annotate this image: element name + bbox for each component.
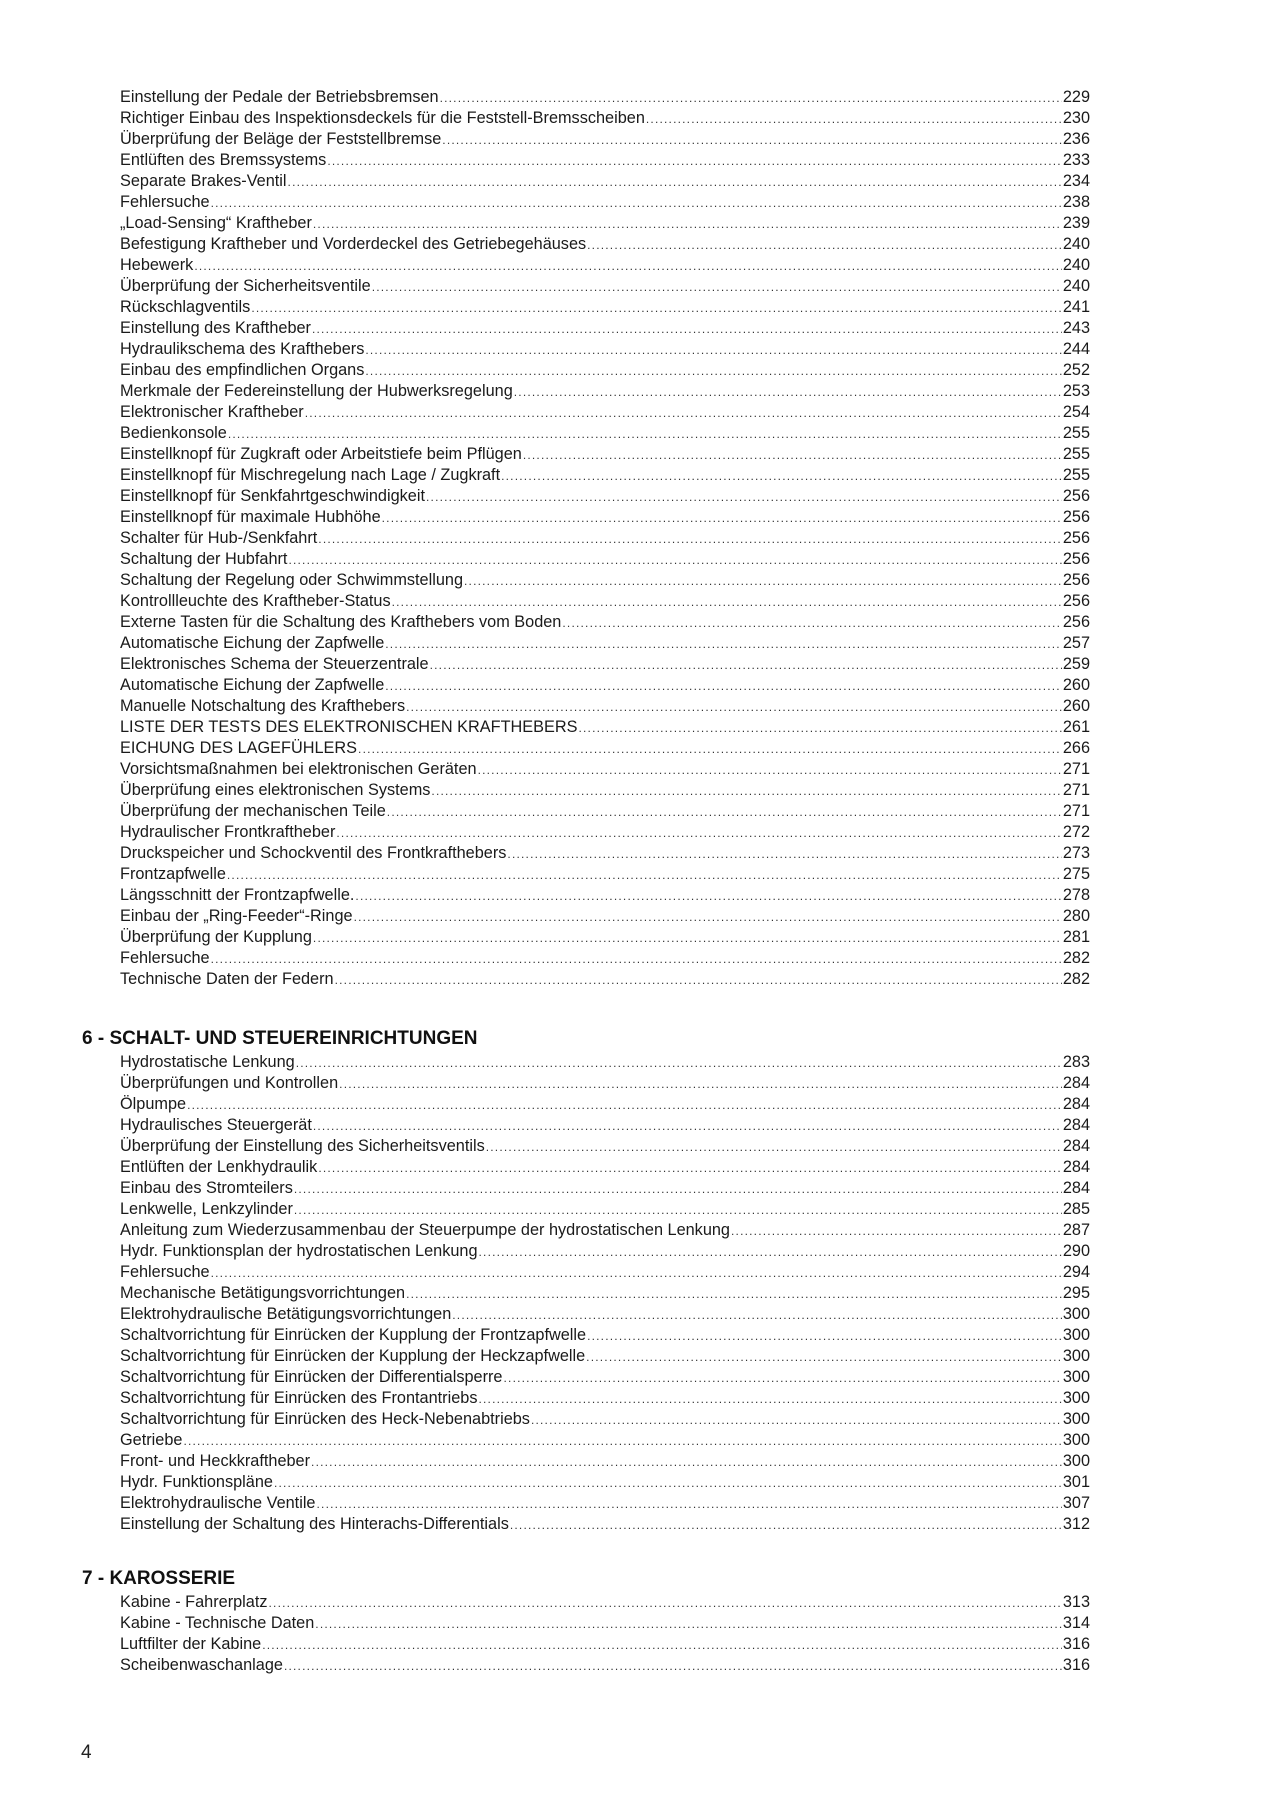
toc-entry-page-number: 290: [1062, 1242, 1090, 1260]
toc-entry-title: Scheibenwaschanlage: [120, 1656, 283, 1674]
toc-entry[interactable]: [120, 444, 1090, 465]
toc-entry-title: Einstellung der Pedale der Betriebsbremsen: [120, 88, 439, 106]
toc-entry-page-number: 256: [1062, 571, 1090, 589]
toc-entry-title: Einstellknopf für Mischregelung nach Lage / Zugkraft: [120, 466, 501, 484]
toc-entry-page-number: 280: [1062, 907, 1090, 925]
toc-entry[interactable]: [120, 1634, 1090, 1655]
dot-leader: [510, 1515, 1062, 1536]
dot-leader: [562, 613, 1061, 634]
toc-section-7-entries: [120, 1592, 1090, 1676]
dot-leader: [440, 88, 1062, 109]
toc-entry-page-number: 281: [1062, 928, 1090, 946]
toc-entry-title: Fehlersuche: [120, 1263, 210, 1281]
toc-entry[interactable]: [120, 129, 1090, 150]
toc-entry[interactable]: [120, 1613, 1090, 1634]
toc-entry-title: Kabine - Technische Daten: [120, 1614, 315, 1632]
toc-entry[interactable]: [120, 1136, 1090, 1157]
dot-leader: [358, 739, 1062, 760]
dot-leader: [315, 1614, 1062, 1635]
toc-entry[interactable]: [120, 1346, 1090, 1367]
toc-entry-page-number: 282: [1062, 970, 1090, 988]
dot-leader: [514, 382, 1062, 403]
toc-entry-page-number: 284: [1062, 1095, 1090, 1113]
dot-leader: [274, 1473, 1062, 1494]
toc-entry-page-number: 240: [1062, 277, 1090, 295]
dot-leader: [431, 781, 1061, 802]
dot-leader: [288, 550, 1061, 571]
toc-entry-title: Luftfilter der Kabine: [120, 1635, 262, 1653]
dot-leader: [194, 256, 1062, 277]
toc-entry[interactable]: [120, 549, 1090, 570]
toc-entry[interactable]: [120, 1430, 1090, 1451]
toc-entry-page-number: 256: [1062, 592, 1090, 610]
toc-entry-page-number: 260: [1062, 697, 1090, 715]
toc-entry-title: Längsschnitt der Frontzapfwelle.: [120, 886, 355, 904]
toc-entry[interactable]: [120, 1325, 1090, 1346]
toc-entry-page-number: 273: [1062, 844, 1090, 862]
toc-entry-title: Automatische Eichung der Zapfwelle: [120, 676, 385, 694]
toc-entry[interactable]: [120, 1592, 1090, 1613]
dot-leader: [479, 1242, 1062, 1263]
toc-entry-page-number: 253: [1062, 382, 1090, 400]
toc-entry-page-number: 287: [1062, 1221, 1090, 1239]
toc-entry-title: Vorsichtsmaßnahmen bei elektronischen Geräten: [120, 760, 477, 778]
toc-entry-title: Schaltvorrichtung für Einrücken des Heck-Nebenabtriebs: [120, 1410, 530, 1428]
toc-continued-entries: [120, 87, 1090, 990]
dot-leader: [501, 466, 1062, 487]
toc-entry[interactable]: [120, 864, 1090, 885]
toc-entry-title: Schaltvorrichtung für Einrücken der Kupplung der Heckzapfwelle: [120, 1347, 586, 1365]
toc-entry-title: Schaltung der Hubfahrt: [120, 550, 288, 568]
toc-entry-page-number: 300: [1062, 1368, 1090, 1386]
toc-entry-title: LISTE DER TESTS DES ELEKTRONISCHEN KRAFTHEBERS: [120, 718, 578, 736]
toc-entry-page-number: 316: [1062, 1635, 1090, 1653]
toc-entry-page-number: 255: [1062, 424, 1090, 442]
dot-leader: [406, 697, 1062, 718]
dot-leader: [646, 109, 1062, 130]
dot-leader: [372, 277, 1062, 298]
toc-entry[interactable]: [120, 612, 1090, 633]
toc-entry[interactable]: [120, 171, 1090, 192]
toc-entry[interactable]: [120, 1409, 1090, 1430]
toc-entry-page-number: 256: [1062, 508, 1090, 526]
toc-entry[interactable]: [120, 969, 1090, 990]
dot-leader: [296, 1053, 1062, 1074]
toc-entry-title: Einstellung der Schaltung des Hinterachs-Differentials: [120, 1515, 509, 1533]
dot-leader: [587, 1326, 1062, 1347]
toc-entry-page-number: 312: [1062, 1515, 1090, 1533]
toc-entry-page-number: 301: [1062, 1473, 1090, 1491]
toc-entry-title: Mechanische Betätigungsvorrichtungen: [120, 1284, 406, 1302]
toc-entry-title: Einbau der „Ring-Feeder“-Ringe: [120, 907, 353, 925]
toc-entry-page-number: 314: [1062, 1614, 1090, 1632]
toc-entry[interactable]: [120, 654, 1090, 675]
toc-entry-title: Einbau des Stromteilers: [120, 1179, 293, 1197]
toc-entry-page-number: 240: [1062, 256, 1090, 274]
toc-entry[interactable]: [120, 234, 1090, 255]
toc-entry-title: Hydrostatische Lenkung: [120, 1053, 295, 1071]
toc-entry-page-number: 256: [1062, 487, 1090, 505]
toc-entry-title: Front- und Heckkraftheber: [120, 1452, 311, 1470]
toc-entry[interactable]: [120, 423, 1090, 444]
toc-entry-page-number: 266: [1062, 739, 1090, 757]
toc-entry-title: Ölpumpe: [120, 1095, 187, 1113]
toc-entry-page-number: 233: [1062, 151, 1090, 169]
dot-leader: [385, 634, 1062, 655]
toc-entry[interactable]: [120, 381, 1090, 402]
toc-entry-page-number: 230: [1062, 109, 1090, 127]
toc-entry-title: Überprüfung der mechanischen Teile: [120, 802, 386, 820]
toc-entry-page-number: 300: [1062, 1347, 1090, 1365]
toc-entry-title: Externe Tasten für die Schaltung des Krafthebers vom Boden: [120, 613, 562, 631]
toc-entry-title: Fehlersuche: [120, 193, 210, 211]
toc-entry-title: Entlüften der Lenkhydraulik: [120, 1158, 318, 1176]
toc-entry-title: Schaltvorrichtung für Einrücken der Differentialsperre: [120, 1368, 503, 1386]
toc-entry-page-number: 260: [1062, 676, 1090, 694]
toc-entry[interactable]: [120, 1094, 1090, 1115]
toc-entry[interactable]: [120, 948, 1090, 969]
toc-entry-page-number: 244: [1062, 340, 1090, 358]
toc-entry-title: Richtiger Einbau des Inspektionsdeckels für die Feststell-Bremsscheiben: [120, 109, 645, 127]
toc-entry[interactable]: [120, 339, 1090, 360]
dot-leader: [354, 907, 1062, 928]
dot-leader: [318, 529, 1062, 550]
toc-entry[interactable]: [120, 738, 1090, 759]
toc-entry-title: Überprüfung der Sicherheitsventile: [120, 277, 371, 295]
toc-entry-page-number: 300: [1062, 1431, 1090, 1449]
toc-entry[interactable]: [120, 318, 1090, 339]
dot-leader: [336, 823, 1061, 844]
toc-entry-page-number: 271: [1062, 760, 1090, 778]
dot-leader: [531, 1410, 1062, 1431]
dot-leader: [211, 193, 1062, 214]
toc-entry-page-number: 282: [1062, 949, 1090, 967]
toc-entry-page-number: 295: [1062, 1284, 1090, 1302]
toc-entry[interactable]: [120, 108, 1090, 129]
toc-entry-title: Rückschlagventils: [120, 298, 251, 316]
toc-entry[interactable]: [120, 1304, 1090, 1325]
dot-leader: [452, 1305, 1062, 1326]
page-number: 4: [81, 1742, 92, 1763]
toc-entry[interactable]: [120, 1262, 1090, 1283]
toc-entry[interactable]: [120, 1283, 1090, 1304]
dot-leader: [312, 319, 1062, 340]
toc-entry[interactable]: [120, 87, 1090, 108]
toc-entry[interactable]: [120, 801, 1090, 822]
toc-entry-title: Merkmale der Federeinstellung der Hubwerksregelung: [120, 382, 513, 400]
toc-entry[interactable]: [120, 297, 1090, 318]
toc-entry[interactable]: [120, 1451, 1090, 1472]
toc-entry-title: Manuelle Notschaltung des Krafthebers: [120, 697, 406, 715]
dot-leader: [486, 1137, 1062, 1158]
toc-entry[interactable]: [120, 528, 1090, 549]
toc-entry-title: Schalter für Hub-/Senkfahrt: [120, 529, 318, 547]
toc-entry-page-number: 255: [1062, 445, 1090, 463]
dot-leader: [392, 592, 1062, 613]
toc-entry-title: Einstellknopf für Senkfahrtgeschwindigkeit: [120, 487, 425, 505]
toc-entry[interactable]: [120, 696, 1090, 717]
toc-entry-title: Einstellknopf für maximale Hubhöhe: [120, 508, 381, 526]
dot-leader: [523, 445, 1062, 466]
toc-entry[interactable]: [120, 192, 1090, 213]
toc-entry-title: Elektrohydraulische Betätigungsvorrichtungen: [120, 1305, 452, 1323]
dot-leader: [269, 1593, 1062, 1614]
toc-entry-page-number: 252: [1062, 361, 1090, 379]
toc-entry-title: Schaltvorrichtung für Einrücken des Frontantriebs: [120, 1389, 478, 1407]
dot-leader: [430, 655, 1062, 676]
toc-entry-title: Bedienkonsole: [120, 424, 227, 442]
toc-entry-page-number: 256: [1062, 529, 1090, 547]
toc-entry[interactable]: [120, 1178, 1090, 1199]
toc-entry-title: Technische Daten der Federn: [120, 970, 334, 988]
toc-entry-page-number: 300: [1062, 1305, 1090, 1323]
toc-entry[interactable]: [120, 591, 1090, 612]
toc-entry-page-number: 300: [1062, 1326, 1090, 1344]
toc-entry-title: Hydraulisches Steuergerät: [120, 1116, 312, 1134]
dot-leader: [284, 1656, 1062, 1677]
toc-entry-title: Hydraulikschema des Krafthebers: [120, 340, 365, 358]
toc-entry-title: Automatische Eichung der Zapfwelle: [120, 634, 385, 652]
toc-entry-page-number: 278: [1062, 886, 1090, 904]
dot-leader: [586, 1347, 1062, 1368]
toc-entry-title: Überprüfung der Beläge der Feststellbremse: [120, 130, 442, 148]
toc-entry-page-number: 307: [1062, 1494, 1090, 1512]
toc-entry-page-number: 241: [1062, 298, 1090, 316]
toc-entry-page-number: 284: [1062, 1074, 1090, 1092]
toc-entry[interactable]: [120, 906, 1090, 927]
toc-entry[interactable]: [120, 1052, 1090, 1073]
dot-leader: [311, 1452, 1062, 1473]
toc-entry-page-number: 256: [1062, 613, 1090, 631]
toc-entry-title: Überprüfung der Einstellung des Sicherheitsventils: [120, 1137, 485, 1155]
toc-entry-title: Einbau des empfindlichen Organs: [120, 361, 365, 379]
toc-entry-page-number: 316: [1062, 1656, 1090, 1674]
toc-entry-title: Überprüfung eines elektronischen Systems: [120, 781, 431, 799]
toc-entry-title: Druckspeicher und Schockventil des Frontkrafthebers: [120, 844, 507, 862]
toc-entry[interactable]: [120, 213, 1090, 234]
toc-entry[interactable]: [120, 402, 1090, 423]
toc-entry-page-number: 259: [1062, 655, 1090, 673]
toc-entry[interactable]: [120, 717, 1090, 738]
dot-leader: [365, 361, 1061, 382]
toc-entry[interactable]: [120, 1367, 1090, 1388]
toc-entry[interactable]: [120, 150, 1090, 171]
toc-entry-title: Fehlersuche: [120, 949, 210, 967]
toc-entry[interactable]: [120, 507, 1090, 528]
toc-entry-title: Hydraulischer Frontkraftheber: [120, 823, 336, 841]
toc-entry-page-number: 238: [1062, 193, 1090, 211]
dot-leader: [294, 1200, 1062, 1221]
toc-entry-title: Kontrollleuchte des Kraftheber-Status: [120, 592, 391, 610]
toc-entry-page-number: 294: [1062, 1263, 1090, 1281]
dot-leader: [335, 970, 1062, 991]
toc-entry-title: Einstellknopf für Zugkraft oder Arbeitstiefe beim Pflügen: [120, 445, 522, 463]
toc-entry-page-number: 300: [1062, 1389, 1090, 1407]
toc-entry[interactable]: [120, 1655, 1090, 1676]
dot-leader: [211, 949, 1062, 970]
toc-entry-page-number: 256: [1062, 550, 1090, 568]
toc-entry-page-number: 284: [1062, 1116, 1090, 1134]
dot-leader: [327, 151, 1062, 172]
toc-entry[interactable]: [120, 486, 1090, 507]
toc-entry-title: Überprüfung der Kupplung: [120, 928, 312, 946]
toc-entry[interactable]: [120, 1157, 1090, 1178]
toc-entry-page-number: 275: [1062, 865, 1090, 883]
toc-entry-title: Schaltvorrichtung für Einrücken der Kupplung der Frontzapfwelle: [120, 1326, 587, 1344]
toc-entry-title: Elektronischer Kraftheber: [120, 403, 304, 421]
toc-entry-page-number: 300: [1062, 1410, 1090, 1428]
toc-entry-title: Hydr. Funktionsplan der hydrostatischen Lenkung: [120, 1242, 478, 1260]
toc-entry-page-number: 255: [1062, 466, 1090, 484]
toc-entry-page-number: 239: [1062, 214, 1090, 232]
toc-entry[interactable]: [120, 1493, 1090, 1514]
section-heading-6: 6 - SCHALT- UND STEUEREINRICHTUNGEN: [82, 1028, 478, 1049]
section-heading-7: 7 - KAROSSERIE: [82, 1568, 236, 1589]
toc-entry[interactable]: [120, 1220, 1090, 1241]
dot-leader: [385, 676, 1062, 697]
toc-entry-title: Befestigung Kraftheber und Vorderdeckel des Getriebegehäuses: [120, 235, 587, 253]
toc-entry-page-number: 285: [1062, 1200, 1090, 1218]
toc-entry[interactable]: [120, 255, 1090, 276]
toc-entry-title: Elektrohydraulische Ventile: [120, 1494, 316, 1512]
toc-entry[interactable]: [120, 759, 1090, 780]
toc-entry-title: EICHUNG DES LAGEFÜHLERS: [120, 739, 358, 757]
toc-entry-page-number: 272: [1062, 823, 1090, 841]
toc-entry[interactable]: [120, 465, 1090, 486]
dot-leader: [262, 1635, 1062, 1656]
dot-leader: [587, 235, 1062, 256]
dot-leader: [504, 1368, 1062, 1389]
dot-leader: [578, 718, 1061, 739]
dot-leader: [464, 571, 1062, 592]
toc-entry[interactable]: [120, 633, 1090, 654]
toc-entry-title: Entlüften des Bremssystems: [120, 151, 327, 169]
dot-leader: [313, 928, 1062, 949]
dot-leader: [228, 424, 1062, 445]
dot-leader: [313, 214, 1062, 235]
toc-entry[interactable]: [120, 1388, 1090, 1409]
dot-leader: [251, 298, 1062, 319]
toc-entry-page-number: 271: [1062, 781, 1090, 799]
toc-entry[interactable]: [120, 1073, 1090, 1094]
toc-entry-page-number: 240: [1062, 235, 1090, 253]
dot-leader: [339, 1074, 1062, 1095]
toc-entry-page-number: 243: [1062, 319, 1090, 337]
toc-entry[interactable]: [120, 360, 1090, 381]
toc-entry[interactable]: [120, 1241, 1090, 1262]
dot-leader: [406, 1284, 1062, 1305]
toc-entry[interactable]: [120, 675, 1090, 696]
toc-entry-title: Hebewerk: [120, 256, 194, 274]
dot-leader: [382, 508, 1062, 529]
dot-leader: [355, 886, 1061, 907]
toc-entry[interactable]: [120, 1115, 1090, 1136]
dot-leader: [317, 1494, 1062, 1515]
toc-entry-title: „Load-Sensing“ Kraftheber: [120, 214, 312, 232]
toc-entry-page-number: 261: [1062, 718, 1090, 736]
dot-leader: [211, 1263, 1062, 1284]
toc-entry-page-number: 313: [1062, 1593, 1090, 1611]
dot-leader: [313, 1116, 1062, 1137]
toc-entry-page-number: 236: [1062, 130, 1090, 148]
dot-leader: [183, 1431, 1061, 1452]
toc-entry-title: Hydr. Funktionspläne: [120, 1473, 273, 1491]
dot-leader: [731, 1221, 1062, 1242]
toc-entry-page-number: 271: [1062, 802, 1090, 820]
dot-leader: [294, 1179, 1062, 1200]
toc-entry-title: Lenkwelle, Lenkzylinder: [120, 1200, 293, 1218]
toc-entry[interactable]: [120, 1514, 1090, 1535]
toc-entry-title: Elektronisches Schema der Steuerzentrale: [120, 655, 429, 673]
toc-entry[interactable]: [120, 780, 1090, 801]
dot-leader: [478, 760, 1062, 781]
toc-entry-page-number: 283: [1062, 1053, 1090, 1071]
dot-leader: [478, 1389, 1061, 1410]
toc-entry-title: Anleitung zum Wiederzusammenbau der Steuerpumpe der hydrostatischen Lenkung: [120, 1221, 730, 1239]
dot-leader: [187, 1095, 1062, 1116]
toc-entry[interactable]: [120, 927, 1090, 948]
toc-entry-title: Frontzapfwelle: [120, 865, 226, 883]
toc-entry-page-number: 284: [1062, 1179, 1090, 1197]
dot-leader: [227, 865, 1062, 886]
dot-leader: [305, 403, 1062, 424]
dot-leader: [288, 172, 1062, 193]
toc-entry[interactable]: [120, 1199, 1090, 1220]
toc-entry-page-number: 254: [1062, 403, 1090, 421]
toc-entry[interactable]: [120, 1472, 1090, 1493]
toc-section-6-entries: [120, 1052, 1090, 1535]
toc-entry-page-number: 234: [1062, 172, 1090, 190]
toc-entry-page-number: 300: [1062, 1452, 1090, 1470]
toc-entry-title: Schaltung der Regelung oder Schwimmstellung: [120, 571, 464, 589]
toc-entry[interactable]: [120, 276, 1090, 297]
toc-entry-title: Getriebe: [120, 1431, 183, 1449]
toc-entry-page-number: 284: [1062, 1137, 1090, 1155]
toc-entry[interactable]: [120, 570, 1090, 591]
toc-entry-page-number: 229: [1062, 88, 1090, 106]
dot-leader: [365, 340, 1061, 361]
toc-entry-page-number: 257: [1062, 634, 1090, 652]
dot-leader: [507, 844, 1061, 865]
dot-leader: [426, 487, 1062, 508]
dot-leader: [442, 130, 1062, 151]
toc-entry-title: Einstellung des Kraftheber: [120, 319, 311, 337]
toc-entry[interactable]: [120, 843, 1090, 864]
dot-leader: [387, 802, 1062, 823]
dot-leader: [318, 1158, 1062, 1179]
toc-entry[interactable]: [120, 885, 1090, 906]
toc-entry-title: Überprüfungen und Kontrollen: [120, 1074, 339, 1092]
toc-entry-title: Kabine - Fahrerplatz: [120, 1593, 268, 1611]
toc-entry-title: Separate Brakes-Ventil: [120, 172, 287, 190]
toc-entry[interactable]: [120, 822, 1090, 843]
toc-entry-page-number: 284: [1062, 1158, 1090, 1176]
